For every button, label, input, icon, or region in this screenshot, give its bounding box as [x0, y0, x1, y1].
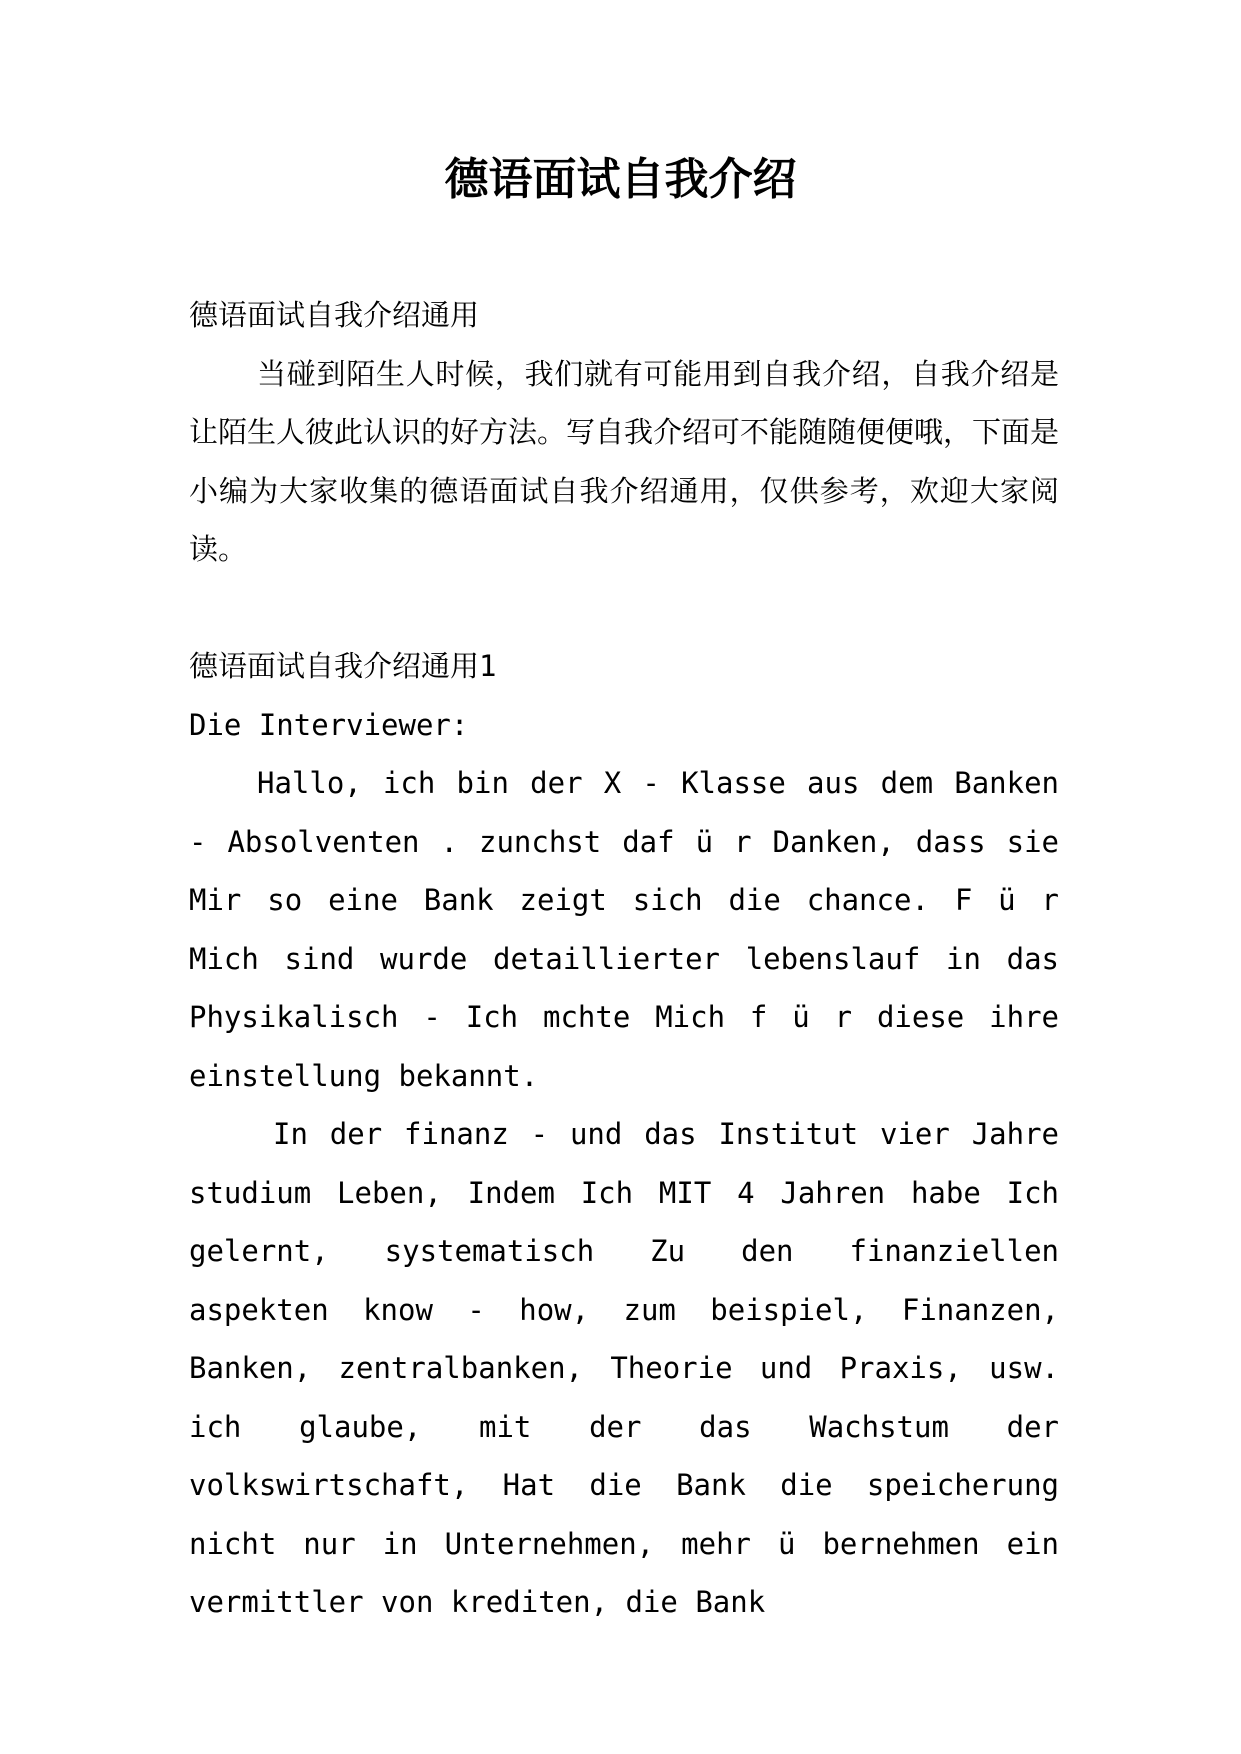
document-body: [189, 286, 1059, 1632]
subtitle: 德语面试自我介绍通用: [189, 298, 480, 332]
paragraph-gap: [189, 579, 1059, 638]
body-paragraph-1: Hallo, ich bin der X - Klasse aus dem Banken - Absolventen . zunchst daf ü r Danken, dass sie Mir so eine Bank zeigt sich die chance. F ü r Mich sind wurde detaillierter lebenslauf in das Physikalisch - Ich mchte Mich f ü r diese ihre einstellung bekannt.: [189, 766, 1059, 1093]
intro-paragraph: 当碰到陌生人时候，我们就有可能用到自我介绍，自我介绍是让陌生人彼此认识的好方法。写自我介绍可不能随随便便哦，下面是小编为大家收集的德语面试自我介绍通用，仅供参考，欢迎大家阅读。: [189, 356, 1060, 566]
document-title: 德语面试自我介绍: [444, 154, 797, 205]
body-paragraph-2: In der finanz - und das Institut vier Jahre studium Leben, Indem Ich MIT 4 Jahren habe Ich gelernt, systematisch Zu den finanziellen aspekten know - how, zum beispiel, Finanzen, Banken, zentralbanken, Theorie und Praxis, usw. ich glaube, mit der das Wachstum der volkswirtschaft, Hat die Bank die speicherung nicht nur in Unternehmen, mehr ü bernehmen ein vermittler von krediten, die Bank: [189, 1117, 1059, 1619]
section-heading: 德语面试自我介绍通用1: [189, 649, 497, 683]
interviewer-label: Die Interviewer:: [189, 707, 469, 742]
